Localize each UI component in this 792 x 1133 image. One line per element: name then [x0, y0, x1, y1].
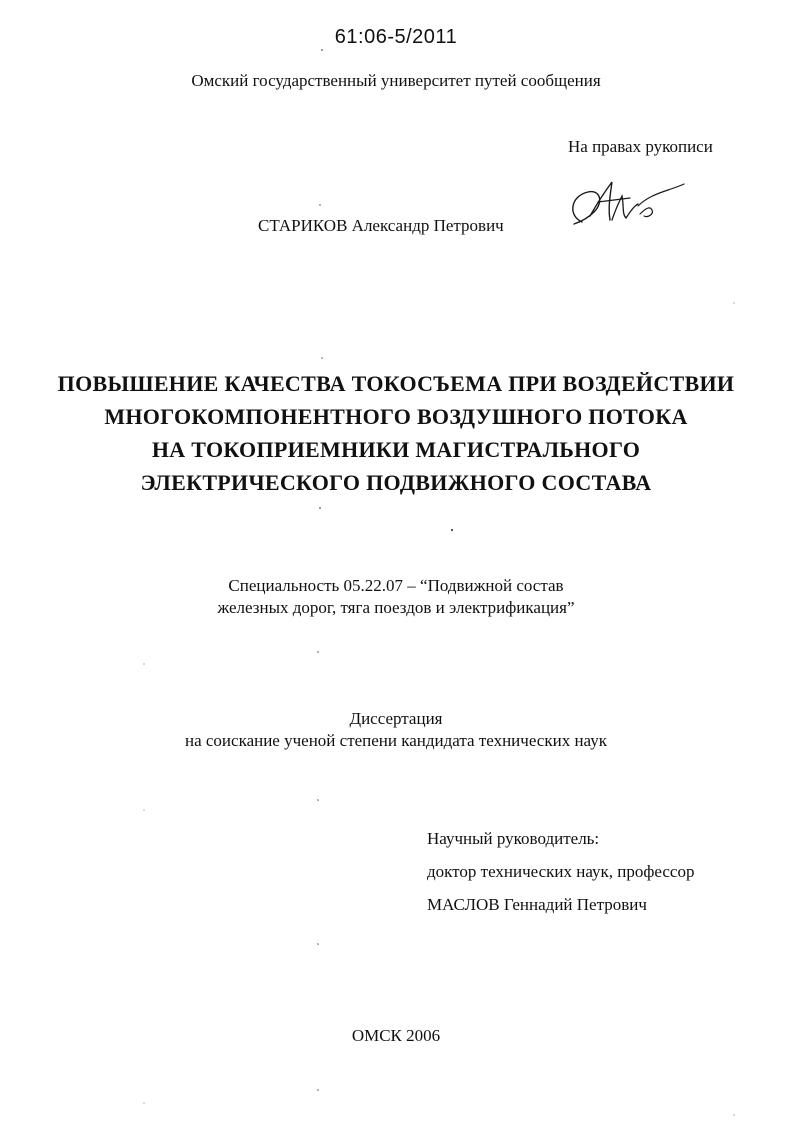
author-signature — [560, 172, 690, 238]
supervisor-label: Научный руководитель: — [427, 829, 600, 848]
title-line: ПОВЫШЕНИЕ КАЧЕСТВА ТОКОСЪЕМА ПРИ ВОЗДЕЙСТВИИ — [57, 371, 735, 396]
specialty-line: железных дорог, тяга поездов и электрификация” — [217, 598, 575, 617]
author-name: СТАРИКОВ Александр Петрович — [258, 216, 504, 235]
degree-statement-line: Диссертация — [349, 709, 443, 728]
specialty-line: Специальность 05.22.07 – “Подвижной состав — [228, 576, 564, 595]
title-line: МНОГОКОМПОНЕНТНОГО ВОЗДУШНОГО ПОТОКА — [104, 404, 688, 429]
supervisor-name: МАСЛОВ Геннадий Петрович — [427, 895, 647, 914]
supervisor-degree: доктор технических наук, профессор — [427, 862, 695, 881]
library-stamp-code: 61:06-5/2011 — [334, 26, 458, 48]
dissertation-title — [20, 367, 772, 499]
title-line: НА ТОКОПРИЕМНИКИ МАГИСТРАЛЬНОГО — [151, 437, 641, 462]
degree-statement — [0, 708, 792, 752]
specialty-block — [0, 575, 792, 619]
rights-note: На правах рукописи — [568, 137, 713, 156]
supervisor-block — [427, 822, 694, 921]
degree-statement-line: на соискание ученой степени кандидата технических наук — [184, 731, 607, 750]
university-name: Омский государственный университет путей сообщения — [191, 71, 601, 90]
title-line: ЭЛЕКТРИЧЕСКОГО ПОДВИЖНОГО СОСТАВА — [140, 470, 652, 495]
city-year: ОМСК 2006 — [351, 1026, 441, 1045]
